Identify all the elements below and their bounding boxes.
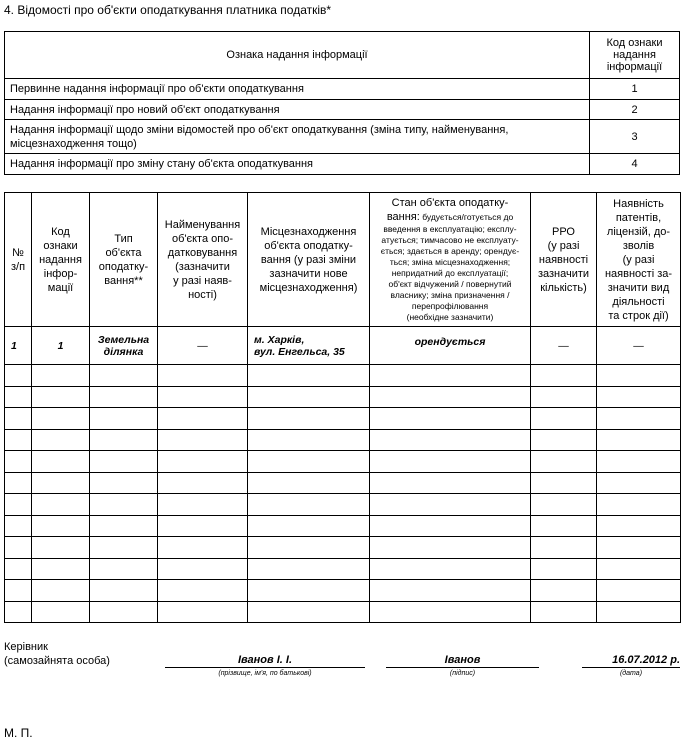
empty-cell — [5, 580, 32, 602]
empty-cell — [248, 429, 370, 451]
empty-cell — [597, 601, 681, 623]
cell-code: 1 — [32, 327, 90, 365]
table-row — [5, 327, 681, 365]
empty-cell — [531, 515, 597, 537]
empty-row — [5, 429, 681, 451]
empty-cell — [5, 494, 32, 516]
empty-cell — [32, 365, 90, 387]
empty-cell — [531, 365, 597, 387]
empty-cell — [248, 537, 370, 559]
empty-cell — [597, 558, 681, 580]
empty-row — [5, 558, 681, 580]
empty-cell — [248, 558, 370, 580]
header-type: Тип об'єкта оподатку- вання** — [90, 193, 158, 327]
empty-cell — [248, 601, 370, 623]
empty-cell — [158, 472, 248, 494]
empty-cell — [248, 365, 370, 387]
empty-row — [5, 515, 681, 537]
empty-row — [5, 408, 681, 430]
empty-cell — [531, 580, 597, 602]
empty-cell — [248, 408, 370, 430]
signature-caption: (підпис) — [449, 670, 476, 677]
empty-cell — [158, 365, 248, 387]
empty-cell — [158, 494, 248, 516]
empty-cell — [32, 558, 90, 580]
stamp-label: М. П. — [4, 726, 33, 740]
empty-cell — [370, 558, 531, 580]
empty-cell — [158, 451, 248, 473]
empty-row — [5, 365, 681, 387]
empty-cell — [90, 472, 158, 494]
empty-cell — [597, 494, 681, 516]
empty-row — [5, 451, 681, 473]
empty-cell — [32, 494, 90, 516]
cell-name: — — [158, 327, 248, 365]
empty-cell — [158, 515, 248, 537]
signer-name: Іванов І. І. — [237, 654, 293, 666]
date-caption: (дата) — [619, 670, 643, 677]
empty-cell — [90, 386, 158, 408]
signer-name-caption: (прізвище, ім'я, по батькові) — [218, 670, 312, 677]
info-row: Надання інформації щодо зміни відомостей про об'єкт оподаткування (зміна типу, найменування, місцезнаходження тощо) 3 — [5, 120, 680, 154]
empty-cell — [5, 472, 32, 494]
empty-cell — [32, 580, 90, 602]
empty-cell — [5, 558, 32, 580]
signature-line — [386, 667, 539, 668]
empty-cell — [5, 515, 32, 537]
info-sign-table — [4, 31, 680, 175]
header-location: Місцезнаходження об'єкта оподатку- вання (у разі зміни зазначити нове місцезнаходження) — [248, 193, 370, 327]
empty-cell — [90, 451, 158, 473]
empty-cell — [370, 429, 531, 451]
empty-row — [5, 601, 681, 623]
empty-cell — [90, 408, 158, 430]
empty-cell — [5, 601, 32, 623]
empty-cell — [158, 580, 248, 602]
empty-cell — [531, 429, 597, 451]
empty-cell — [32, 537, 90, 559]
empty-cell — [531, 451, 597, 473]
empty-cell — [531, 408, 597, 430]
empty-cell — [370, 515, 531, 537]
empty-cell — [248, 451, 370, 473]
empty-cell — [158, 429, 248, 451]
empty-cell — [597, 451, 681, 473]
empty-cell — [248, 580, 370, 602]
empty-cell — [32, 386, 90, 408]
empty-row — [5, 537, 681, 559]
empty-cell — [370, 601, 531, 623]
header-code: Код ознаки надання інфор- мації — [32, 193, 90, 327]
empty-rows — [5, 365, 681, 623]
empty-cell — [370, 472, 531, 494]
empty-cell — [90, 580, 158, 602]
empty-cell — [158, 386, 248, 408]
empty-cell — [90, 558, 158, 580]
section-title: 4. Відомості про об'єкти оподаткування платника податків* — [4, 3, 332, 17]
empty-cell — [32, 515, 90, 537]
header-num: № з/п — [5, 193, 32, 327]
cell-type: Земельна ділянка — [90, 327, 158, 365]
empty-cell — [90, 515, 158, 537]
cell-patents: — — [597, 327, 681, 365]
empty-cell — [248, 515, 370, 537]
empty-cell — [597, 365, 681, 387]
info-row: Надання інформації про новий об'єкт оподаткування 2 — [5, 100, 680, 120]
empty-cell — [597, 429, 681, 451]
empty-cell — [370, 386, 531, 408]
empty-cell — [370, 494, 531, 516]
empty-cell — [531, 601, 597, 623]
header-rro: РРО (у разі наявності зазначити кількість) — [531, 193, 597, 327]
empty-cell — [90, 601, 158, 623]
cell-rro: — — [531, 327, 597, 365]
cell-num: 1 — [5, 327, 32, 365]
cell-state: орендується — [370, 327, 531, 365]
empty-cell — [370, 451, 531, 473]
sign-date: 16.07.2012 р. — [612, 654, 680, 666]
empty-cell — [32, 429, 90, 451]
header-patents: Наявність патентів, ліцензій, до- зволів (у разі наявності за- значити вид діяльності та строк дії) — [597, 193, 681, 327]
empty-cell — [90, 365, 158, 387]
empty-cell — [597, 472, 681, 494]
header-state: Стан об'єкта оподатку- вання: будується/готується до введення в експлуатацію; експлу- атується; тимчасово не експлуату- ється; здається в аренду; орендує- ться; зміна місцезнаходження; непридатний до експлуатації; об'єкт відчужений / повернутий власнику; зміна призначення / перепрофілювання (необхідне зазначити) — [370, 193, 531, 327]
empty-cell — [5, 365, 32, 387]
empty-cell — [32, 451, 90, 473]
empty-cell — [248, 494, 370, 516]
empty-cell — [158, 601, 248, 623]
empty-cell — [531, 386, 597, 408]
objects-table — [4, 192, 681, 623]
empty-cell — [5, 429, 32, 451]
info-row: Надання інформації про зміну стану об'єкта оподаткування 4 — [5, 154, 680, 175]
empty-cell — [32, 408, 90, 430]
empty-cell — [370, 537, 531, 559]
empty-cell — [370, 365, 531, 387]
date-line — [582, 667, 680, 668]
empty-cell — [158, 408, 248, 430]
signer-label: Керівник (самозайнята особа) — [4, 641, 110, 667]
empty-cell — [158, 537, 248, 559]
empty-cell — [5, 537, 32, 559]
empty-cell — [90, 429, 158, 451]
empty-cell — [32, 472, 90, 494]
empty-cell — [597, 515, 681, 537]
empty-cell — [90, 494, 158, 516]
empty-cell — [5, 451, 32, 473]
empty-cell — [531, 558, 597, 580]
empty-cell — [5, 408, 32, 430]
empty-cell — [248, 386, 370, 408]
empty-cell — [248, 472, 370, 494]
empty-row — [5, 386, 681, 408]
info-header-code: Код ознаки надання інформації — [590, 32, 680, 79]
signer-signature: Іванов — [444, 654, 481, 666]
empty-cell — [597, 580, 681, 602]
empty-cell — [158, 558, 248, 580]
objects-header-row — [5, 193, 681, 327]
empty-cell — [5, 386, 32, 408]
empty-cell — [531, 537, 597, 559]
empty-cell — [370, 408, 531, 430]
empty-row — [5, 472, 681, 494]
info-row: Первинне надання інформації про об'єкти оподаткування 1 — [5, 79, 680, 100]
empty-row — [5, 580, 681, 602]
empty-cell — [32, 601, 90, 623]
empty-cell — [370, 580, 531, 602]
empty-cell — [531, 472, 597, 494]
cell-location: м. Харків, вул. Енгельса, 35 — [248, 327, 370, 365]
empty-cell — [90, 537, 158, 559]
empty-cell — [597, 537, 681, 559]
info-header-text: Ознака надання інформації — [5, 32, 590, 79]
empty-cell — [531, 494, 597, 516]
empty-row — [5, 494, 681, 516]
signer-name-line — [165, 667, 365, 668]
empty-cell — [597, 408, 681, 430]
empty-cell — [597, 386, 681, 408]
header-name: Найменування об'єкта опо- датковування (зазначити у разі наяв- ності) — [158, 193, 248, 327]
